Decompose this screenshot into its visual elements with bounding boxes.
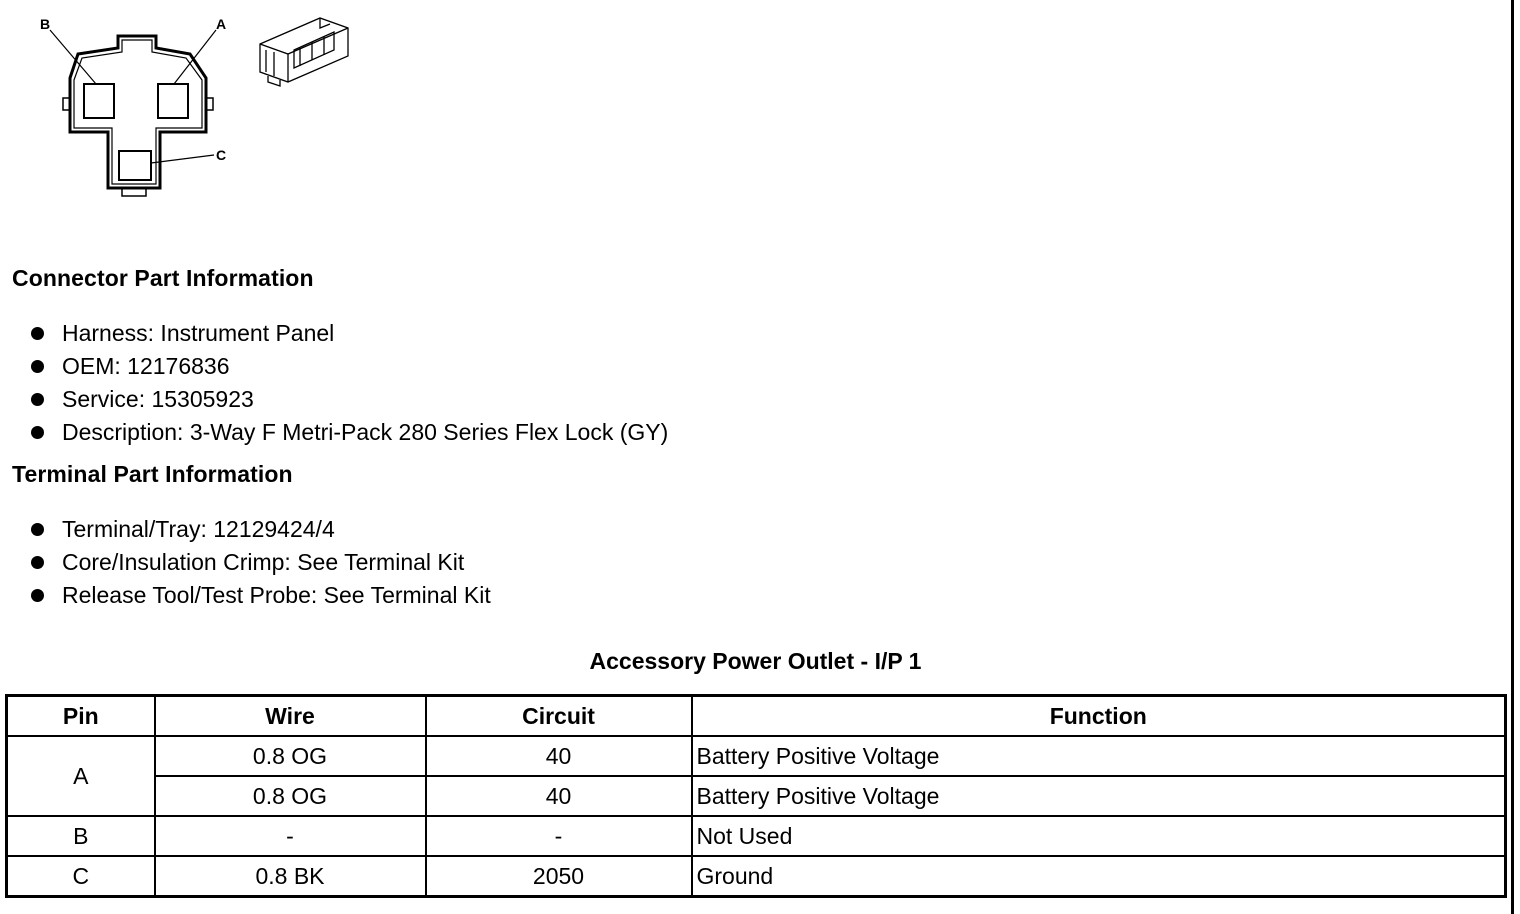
- bullet-icon: [31, 327, 44, 340]
- cell-circuit: 40: [426, 776, 692, 816]
- cell-wire: 0.8 OG: [155, 736, 426, 776]
- table-row: [7, 856, 1506, 897]
- cell-circuit: 2050: [426, 856, 692, 897]
- table-header-row: [7, 696, 1506, 737]
- table-row: [7, 816, 1506, 856]
- cell-function: Not Used: [692, 816, 1506, 856]
- header-pin: Pin: [7, 696, 155, 737]
- cell-circuit: -: [426, 816, 692, 856]
- table-row: [7, 736, 1506, 776]
- list-item: Harness: Instrument Panel: [0, 317, 668, 350]
- pin-label-b: B: [40, 16, 51, 32]
- cell-pin: A: [7, 736, 155, 816]
- bullet-icon: [31, 393, 44, 406]
- page-right-border: [1511, 0, 1514, 914]
- connector-part-info-list: [0, 317, 668, 449]
- list-item: Release Tool/Test Probe: See Terminal Kit: [0, 579, 491, 612]
- bullet-icon: [31, 589, 44, 602]
- pin-cavity-a: [158, 84, 188, 118]
- terminal-part-info-heading: Terminal Part Information: [12, 461, 293, 487]
- connector-face-diagram: [30, 10, 370, 210]
- header-wire: Wire: [155, 696, 426, 737]
- connector-part-info-heading: Connector Part Information: [12, 265, 314, 291]
- connector-housing-inner: [74, 40, 202, 184]
- bullet-icon: [31, 556, 44, 569]
- cell-pin: C: [7, 856, 155, 897]
- terminal-part-info-list: [0, 513, 491, 612]
- cell-wire: -: [155, 816, 426, 856]
- bullet-icon: [31, 426, 44, 439]
- list-item: Terminal/Tray: 12129424/4: [0, 513, 491, 546]
- connector-housing-outline: [70, 36, 206, 188]
- cell-wire: 0.8 OG: [155, 776, 426, 816]
- header-circuit: Circuit: [426, 696, 692, 737]
- bullet-icon: [31, 360, 44, 373]
- list-item: Service: 15305923: [0, 383, 668, 416]
- cell-function: Ground: [692, 856, 1506, 897]
- cell-function: Battery Positive Voltage: [692, 736, 1506, 776]
- list-item: Core/Insulation Crimp: See Terminal Kit: [0, 546, 491, 579]
- pin-cavity-c: [119, 151, 151, 180]
- bullet-icon: [31, 523, 44, 536]
- list-item: OEM: 12176836: [0, 350, 668, 383]
- cell-circuit: 40: [426, 736, 692, 776]
- pin-label-c: C: [216, 147, 227, 163]
- pin-label-a: A: [216, 16, 227, 32]
- cell-wire: 0.8 BK: [155, 856, 426, 897]
- pin-cavity-b: [84, 84, 114, 118]
- header-function: Function: [692, 696, 1506, 737]
- cell-function: Battery Positive Voltage: [692, 776, 1506, 816]
- cell-pin: B: [7, 816, 155, 856]
- table-row: [7, 776, 1506, 816]
- connector-isometric-icon: [260, 18, 348, 86]
- pin-table: [5, 694, 1507, 898]
- list-item: Description: 3-Way F Metri-Pack 280 Series Flex Lock (GY): [0, 416, 668, 449]
- pin-table-title: Accessory Power Outlet - I/P 1: [589, 648, 922, 674]
